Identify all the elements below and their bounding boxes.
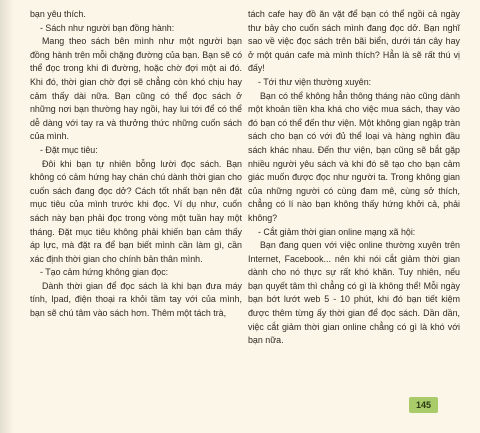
left-column [30, 8, 242, 321]
page-number-badge: 145 [409, 397, 438, 413]
paragraph-social-media: Bạn đang quen với việc online thường xuyên trên Internet, Facebook... nên khi nói cắt giảm thời gian dành cho nó thực sự rất khó khăn. Tuy nhiên, nếu bạn quyết tâm thì chẳng có gì là không thể! Mỗi ngày bạn bớt lướt web 5 - 10 phút, khi đó bạn tiết kiệm được thêm từng ấy thời gian để đọc sách. Dần dần, việc cắt giảm thời gian online chẳng có gì là khó với bạn nữa. [248, 240, 460, 346]
right-column [248, 8, 460, 348]
section-heading-library: - Tới thư viện thường xuyên: [258, 76, 372, 87]
paragraph-continued: tách cafe hay đồ ăn vặt để bạn có thể ngồi cả ngày thư bảy cho cuốn sách mình đang đọc dở. Bạn nghĩ sao về việc đọc sách trên bãi biển, dưới tán cây hay ở một quán cafe mà mình thích? Hẳn là sẽ rất thú vị đấy! [248, 9, 460, 74]
paragraph-library: Bạn có thể không hẳn thông tháng nào cũng dành một khoản tiền kha khá cho việc mua sách, thay vào đó bạn có thể đến thư viện. Một không gian ngập tràn sách cho bạn có với đủ thể loại và hàng nghìn đầu sách khác nhau. Đến thư viện, bạn cũng sẽ bắt gặp nhiều người yêu sách và khi đó sẽ tạo cho bạn cảm giác muốn được đọc như người ta. Trong không gian của những người có cùng đam mê, cùng sở thích, chẳng có lí nào bạn không thấy hứng khởi cả, phải không? [248, 90, 460, 223]
paragraph-companion: Mang theo sách bên mình như một người bạn đồng hành trên mỗi chặng đường của bạn. Bạn sẽ có thể đọc trong khi đi đường, hoặc chờ đợi một ai đó. Khi đó, thời gian chờ đợi sẽ chẳng còn khó chịu hay cảm thấy dài nữa. Bạn cũng có thể đọc sách ở những nơi bạn thường hay ngồi, hay lui tới để có thể dễ dàng với tay ra và thưởng thức những cuốn sách của mình. [30, 36, 242, 142]
section-heading-goals: - Đặt mục tiêu: [40, 144, 98, 155]
section-heading-social-media: - Cắt giảm thời gian online mạng xã hội: [258, 226, 416, 237]
text-fragment: bạn yêu thích. [30, 9, 86, 19]
paragraph-goals: Đôi khi bạn tự nhiên bỗng lười đọc sách. Bạn không có cảm hứng hay chán chú dành thời gian cho cuốn sách đang đọc dở? Cách tốt nhất bạn nên đặt mục tiêu của mình trước khi đọc. Ví dụ như, cuốn sách này bạn phải đọc trong vòng một tuần hay một tháng. Đặt mục tiêu không phải khiến bạn cảm thấy áp lực, mà đặt ra để bạn biết mình cần làm gì, cần xác định thời gian cho chính bản thân mình. [30, 158, 242, 264]
page-gutter-shadow [0, 0, 14, 433]
section-heading-companion: - Sách như người bạn đồng hành: [40, 22, 175, 33]
paragraph-reading-space: Dành thời gian để đọc sách là khi bạn đưa máy tính, Ipad, điện thoại ra khỏi tầm tay với của mình, bạn sẽ chú tâm vào sách hơn. Thêm một tách trà, [30, 280, 242, 319]
section-heading-reading-space: - Tạo cảm hứng không gian đọc: [40, 267, 169, 278]
